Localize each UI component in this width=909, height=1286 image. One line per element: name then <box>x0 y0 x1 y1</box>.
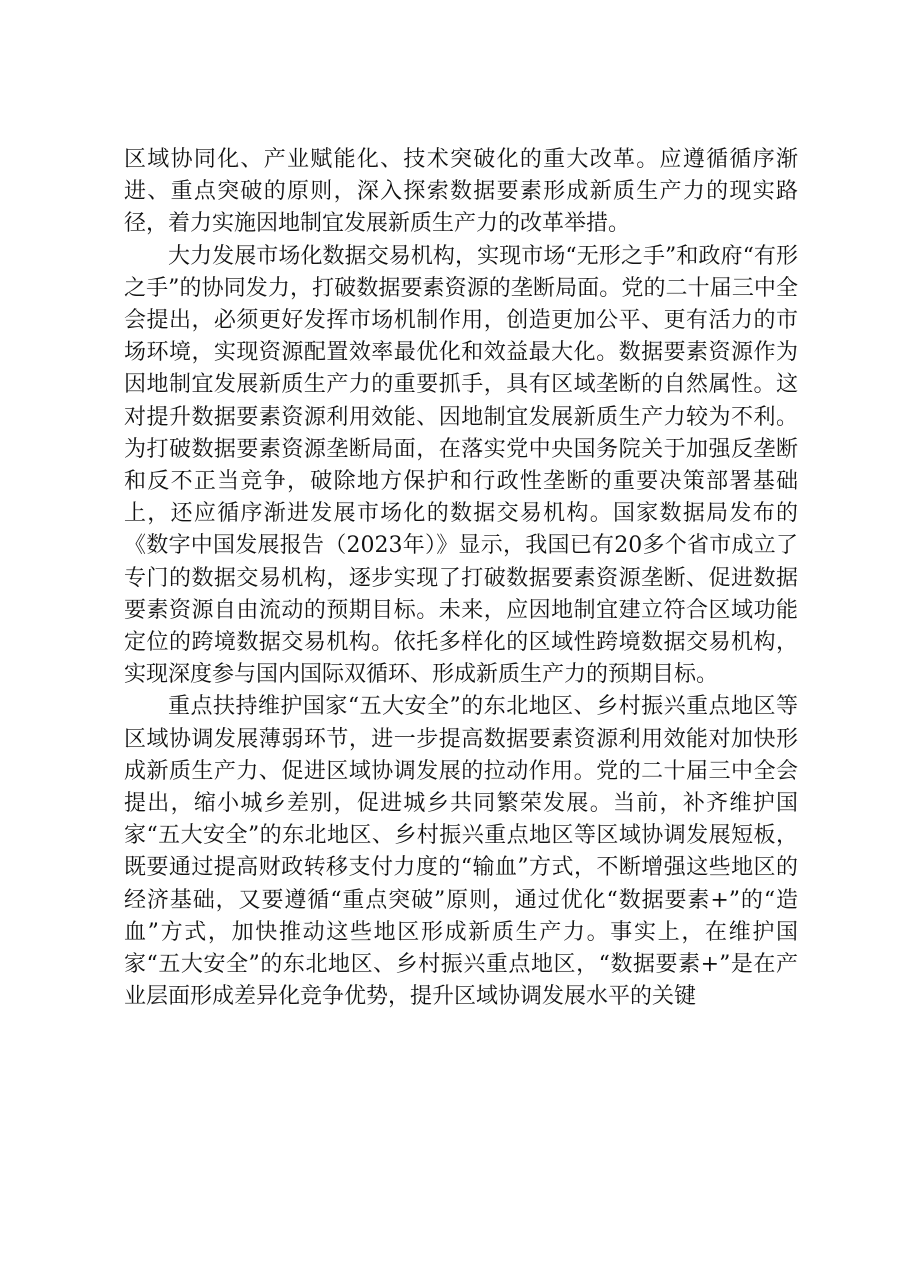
paragraph-2: 大力发展市场化数据交易机构，实现市场“无形之手”和政府“有形之手”的协同发力，打破数据要素资源的垄断局面。党的二十届三中全会提出，必须更好发挥市场机制作用，创造更加公平、更有活力的市场环境，实现资源配置效率最优化和效益最大化。数据要素资源作为因地制宜发展新质生产力的重要抓手，具有区域垄断的自然属性。这对提升数据要素资源利用效能、因地制宜发展新质生产力较为不利。为打破数据要素资源垄断局面，在落实党中央国务院关于加强反垄断和反不正当竞争，破除地方保护和行政性垄断的重要决策部署基础上，还应循序渐进发展市场化的数据交易机构。国家数据局发布的《数字中国发展报告（2023年）》显示，我国已有20多个省市成立了专门的数据交易机构，逐步实现了打破数据要素资源垄断、促进数据要素资源自由流动的预期目标。未来，应因地制宜建立符合区域功能定位的跨境数据交易机构。依托多样化的区域性跨境数据交易机构，实现深度参与国内国际双循环、形成新质生产力的预期目标。 <box>124 243 798 688</box>
paragraph-1: 区域协同化、产业赋能化、技术突破化的重大改革。应遵循循序渐进、重点突破的原则，深入探索数据要素形成新质生产力的现实路径，着力实施因地制宜发展新质生产力的改革举措。 <box>124 147 798 237</box>
paragraph-3: 重点扶持维护国家“五大安全”的东北地区、乡村振兴重点地区等区域协调发展薄弱环节，进一步提高数据要素资源利用效能对加快形成新质生产力、促进区域协调发展的拉动作用。党的二十届三中全会提出，缩小城乡差别，促进城乡共同繁荣发展。当前，补齐维护国家“五大安全”的东北地区、乡村振兴重点地区等区域协调发展短板，既要通过提高财政转移支付力度的“输血”方式，不断增强这些地区的经济基础，又要遵循“重点突破”原则，通过优化“数据要素+”的“造血”方式，加快推动这些地区形成新质生产力。事实上，在维护国家“五大安全”的东北地区、乡村振兴重点地区，“数据要素+”是在产业层面形成差异化竞争优势，提升区域协调发展水平的关键 <box>124 694 798 1010</box>
document-body <box>124 144 798 1013</box>
